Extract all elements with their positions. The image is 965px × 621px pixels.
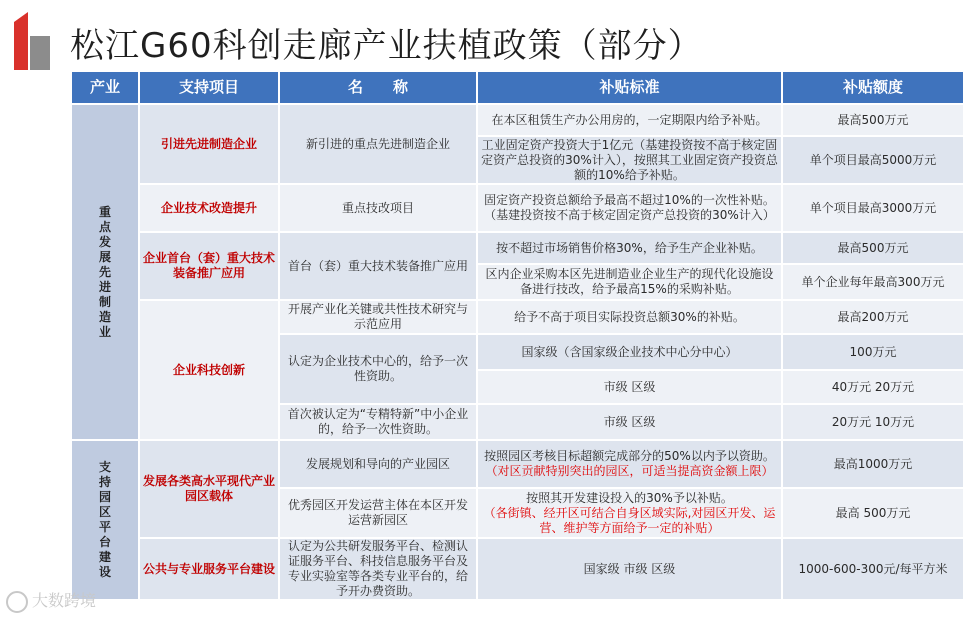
red-gray-block-logo <box>14 12 50 70</box>
amount-cell: 最高500万元 <box>782 104 964 136</box>
standard-cell: 固定资产投资总额给予最高不超过10%的一次性补贴。（基建投资按不高于核定固定资产总投资的30%计入） <box>477 184 782 232</box>
standard-text: 按照其开发建设投入的30%予以补贴。 <box>526 490 733 505</box>
standard-cell: 国家级（含国家级企业技术中心分中心） <box>477 334 782 370</box>
table-row <box>71 184 964 232</box>
table-row <box>71 538 964 600</box>
name-cell: 新引进的重点先进制造企业 <box>279 104 477 184</box>
project-cell: 引进先进制造企业 <box>139 104 279 184</box>
standard-cell: 市级 区级 <box>477 404 782 440</box>
table-row <box>71 300 964 334</box>
watermark-logo-icon <box>6 591 28 613</box>
name-cell: 开展产业化关键或共性技术研究与示范应用 <box>279 300 477 334</box>
name-cell: 重点技改项目 <box>279 184 477 232</box>
standard-note: （对区贡献特别突出的园区，可适当提高资金额上限） <box>485 464 774 478</box>
table-row <box>71 104 964 136</box>
standard-cell: 在本区租赁生产办公用房的，一定期限内给予补贴。 <box>477 104 782 136</box>
table-row <box>71 440 964 488</box>
policy-table <box>70 70 965 601</box>
header-project: 支持项目 <box>139 71 279 104</box>
standard-cell: 工业固定资产投资大于1亿元（基建投资按不高于核定固定资产总投资的30%计入），按照其工业固定资产投资总额的10%给予补贴。 <box>477 136 782 184</box>
amount-cell: 40万元 20万元 <box>782 370 964 404</box>
project-cell: 企业首台（套）重大技术装备推广应用 <box>139 232 279 300</box>
amount-cell: 1000-600-300元/每平方米 <box>782 538 964 600</box>
table-header-row <box>71 71 964 104</box>
amount-cell: 单个企业每年最高300万元 <box>782 264 964 300</box>
amount-cell: 最高200万元 <box>782 300 964 334</box>
amount-cell: 单个项目最高5000万元 <box>782 136 964 184</box>
standard-cell: 给予不高于项目实际投资总额30%的补贴。 <box>477 300 782 334</box>
table-row <box>71 232 964 264</box>
standard-text: 按照园区考核目标超额完成部分的50%以内予以资助。 <box>484 449 775 463</box>
amount-cell: 最高 500万元 <box>782 488 964 538</box>
standard-cell: 区内企业采购本区先进制造业企业生产的现代化设施设备进行技改，给予最高15%的采购补贴。 <box>477 264 782 300</box>
project-cell: 企业技术改造提升 <box>139 184 279 232</box>
name-cell: 认定为公共研发服务平台、检测认证服务平台、科技信息服务平台及专业实验室等各类专业平台的，给予开办费资助。 <box>279 538 477 600</box>
header-name: 名 称 <box>279 71 477 104</box>
amount-cell: 最高500万元 <box>782 232 964 264</box>
amount-cell: 20万元 10万元 <box>782 404 964 440</box>
watermark: 大数跨境 <box>6 588 96 613</box>
page-title: 松江G60科创走廊产业扶植政策（部分） <box>70 26 703 66</box>
name-cell: 认定为企业技术中心的，给予一次性资助。 <box>279 334 477 404</box>
header-industry: 产业 <box>71 71 139 104</box>
name-cell: 发展规划和导向的产业园区 <box>279 440 477 488</box>
name-cell: 首台（套）重大技术装备推广应用 <box>279 232 477 300</box>
header-standard: 补贴标准 <box>477 71 782 104</box>
standard-cell: 国家级 市级 区级 <box>477 538 782 600</box>
project-cell: 公共与专业服务平台建设 <box>139 538 279 600</box>
industry-cell: 重点发展先进制造业 <box>71 104 139 440</box>
standard-cell <box>477 440 782 488</box>
standard-cell <box>477 488 782 538</box>
amount-cell: 单个项目最高3000万元 <box>782 184 964 232</box>
name-cell: 优秀园区开发运营主体在本区开发运营新园区 <box>279 488 477 538</box>
standard-note: （各街镇、经开区可结合自身区域实际,对园区开发、运营、维护等方面给予一定的补贴） <box>483 505 776 535</box>
name-cell: 首次被认定为“专精特新”中小企业的，给予一次性资助。 <box>279 404 477 440</box>
amount-cell: 100万元 <box>782 334 964 370</box>
amount-cell: 最高1000万元 <box>782 440 964 488</box>
project-cell: 企业科技创新 <box>139 300 279 440</box>
standard-cell: 市级 区级 <box>477 370 782 404</box>
standard-cell: 按不超过市场销售价格30%，给予生产企业补贴。 <box>477 232 782 264</box>
industry-cell: 支持园区平台建设 <box>71 440 139 600</box>
project-cell: 发展各类高水平现代产业园区载体 <box>139 440 279 538</box>
header-amount: 补贴额度 <box>782 71 964 104</box>
